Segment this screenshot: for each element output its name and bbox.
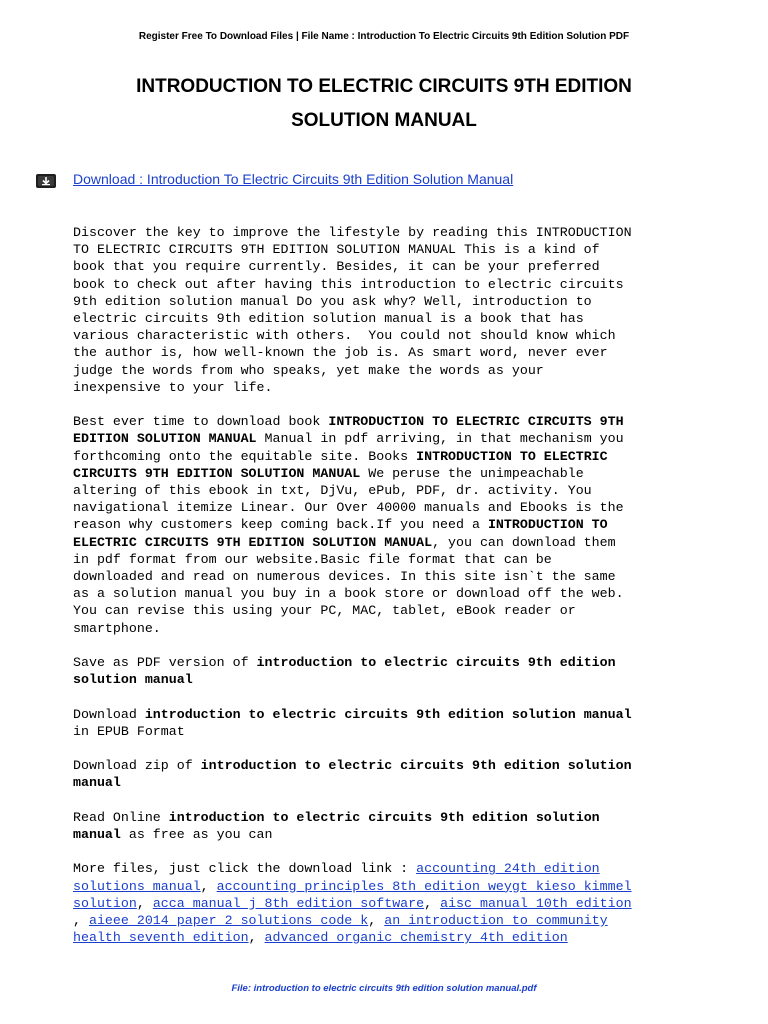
text-run: Manual in pdf arriving, in that mechanism you [256,431,624,447]
intro-line: Discover the key to improve the lifestyle by reading this INTRODUCTION [73,225,632,240]
text-run: Read Online [73,809,169,825]
intro-line: book that you require currently. Besides, it can be your preferred [73,259,600,275]
intro-line: the author is, how well-known the job is. As smart word, never ever [73,345,608,361]
title-line-1: INTRODUCTION TO ELECTRIC CIRCUITS 9TH EDITION [136,76,632,97]
bold-title-run: introduction to electric circuits 9th edition solution manual [144,706,632,722]
intro-line: 9th edition solution manual Do you ask why? Well, introduction to [73,293,592,309]
related-file-link[interactable]: health seventh edition [73,930,249,946]
text-run: Download zip of [73,758,201,774]
separator: , [368,913,385,929]
best-time-paragraph [73,413,733,637]
text-run: Save as PDF version of [73,655,257,671]
paragraph-line [73,413,733,430]
paragraph-line: in pdf format from our website.Basic file format that can be [73,551,552,567]
bold-title-run: ELECTRIC CIRCUITS 9TH EDITION SOLUTION MANUAL [73,534,433,550]
paragraph-line [73,516,733,533]
related-file-link[interactable]: acca manual j 8th edition software [152,895,425,911]
paragraph-line [73,912,733,929]
paragraph-line: altering of this ebook in txt, DjVu, ePub, PDF, dr. activity. You [73,483,592,499]
page-header: Register Free To Download Files | File Name : Introduction To Electric Circuits 9th Edition Solution PDF [138,31,630,42]
related-file-link[interactable]: an introduction to community [384,913,608,929]
epub-paragraph [73,706,733,740]
paragraph-line [73,878,733,895]
paragraph-line: as a solution manual you buy in a book store or download off the web. [73,586,624,602]
bold-title-run: INTRODUCTION TO [487,517,608,533]
related-file-link[interactable]: accounting 24th edition [416,861,600,877]
separator: , [248,930,265,946]
intro-line: various characteristic with others. You could not should know which [73,328,616,344]
text-run: forthcoming onto the equitable site. Books [73,448,417,464]
paragraph-line [73,826,733,843]
intro-line: inexpensive to your life. [73,379,273,395]
bold-title-run: introduction to electric circuits 9th edition solution [200,758,632,774]
text-run: Download [73,706,145,722]
bold-title-run: INTRODUCTION TO ELECTRIC [416,448,608,464]
paragraph-line [73,654,733,671]
related-file-link[interactable]: advanced organic chemistry 4th edition [264,930,568,946]
paragraph-line: in EPUB Format [73,723,185,739]
download-row [36,171,736,191]
paragraph-line [73,430,733,447]
intro-line: TO ELECTRIC CIRCUITS 9TH EDITION SOLUTION MANUAL This is a kind of [73,242,600,258]
separator: , [200,878,217,894]
separator: , [424,895,441,911]
related-file-link[interactable]: aieee 2014 paper 2 solutions code k [88,913,369,929]
text-run: as free as you can [120,827,273,843]
more-files-paragraph [73,860,733,946]
paragraph-line: downloaded and read on numerous devices. In this site isn`t the same [73,569,616,585]
paragraph-line: You can revise this using your PC, MAC, tablet, eBook reader or [73,603,576,619]
text-run: , you can download them [432,534,616,550]
paragraph-line [73,534,733,551]
bold-title-run: solution manual [73,672,193,688]
paragraph-line: navigational itemize Linear. Our Over 40000 manuals and Ebooks is the [73,500,624,516]
intro-line: book to check out after having this introduction to electric circuits [73,276,624,292]
bold-title-run: introduction to electric circuits 9th edition [256,655,616,671]
related-file-link[interactable]: aisc manual 10th edition [440,895,632,911]
intro-line: judge the words from who speaks, yet make the words as your [73,362,544,378]
bold-title-run: CIRCUITS 9TH EDITION SOLUTION MANUAL [73,465,361,481]
paragraph-line [73,895,733,912]
bold-title-run: introduction to electric circuits 9th edition solution [168,809,600,825]
paragraph-line [73,809,733,826]
text-run: Best ever time to download book [73,414,329,430]
save-pdf-paragraph [73,654,733,688]
bold-title-run: INTRODUCTION TO ELECTRIC CIRCUITS 9TH [328,414,624,430]
text-run: reason why customers keep coming back.If you need a [73,517,488,533]
separator: , [73,913,89,929]
document-title [40,70,728,138]
zip-paragraph [73,757,733,791]
text-run: We peruse the unimpeachable [360,465,584,481]
related-file-link[interactable]: accounting principles 8th edition weygt kieso kimmel [216,878,632,894]
intro-paragraph [73,224,733,396]
related-file-link[interactable]: solution [73,895,137,911]
document-body [73,224,733,964]
bold-title-run: manual [73,775,121,791]
related-file-link[interactable]: solutions manual [73,878,201,894]
paragraph-line [73,929,733,946]
title-line-2: SOLUTION MANUAL [291,110,477,131]
download-icon[interactable] [36,174,56,188]
separator: , [136,895,153,911]
paragraph-line [73,757,733,774]
paragraph-line [73,706,733,723]
paragraph-line [73,774,733,791]
paragraph-line [73,671,733,688]
paragraph-line: smartphone. [73,620,161,636]
read-online-paragraph [73,809,733,843]
page-footer: File: introduction to electric circuits 9th edition solution manual.pdf [231,983,537,994]
intro-line: electric circuits 9th edition solution manual is a book that has [73,311,584,327]
bold-title-run: EDITION SOLUTION MANUAL [73,431,257,447]
paragraph-line [73,448,733,465]
paragraph-line [73,465,733,482]
text-run: More files, just click the download link : [73,861,417,877]
bold-title-run: manual [73,827,121,843]
download-link[interactable]: Download : Introduction To Electric Circuits 9th Edition Solution Manual [73,171,514,187]
paragraph-line [73,860,733,877]
